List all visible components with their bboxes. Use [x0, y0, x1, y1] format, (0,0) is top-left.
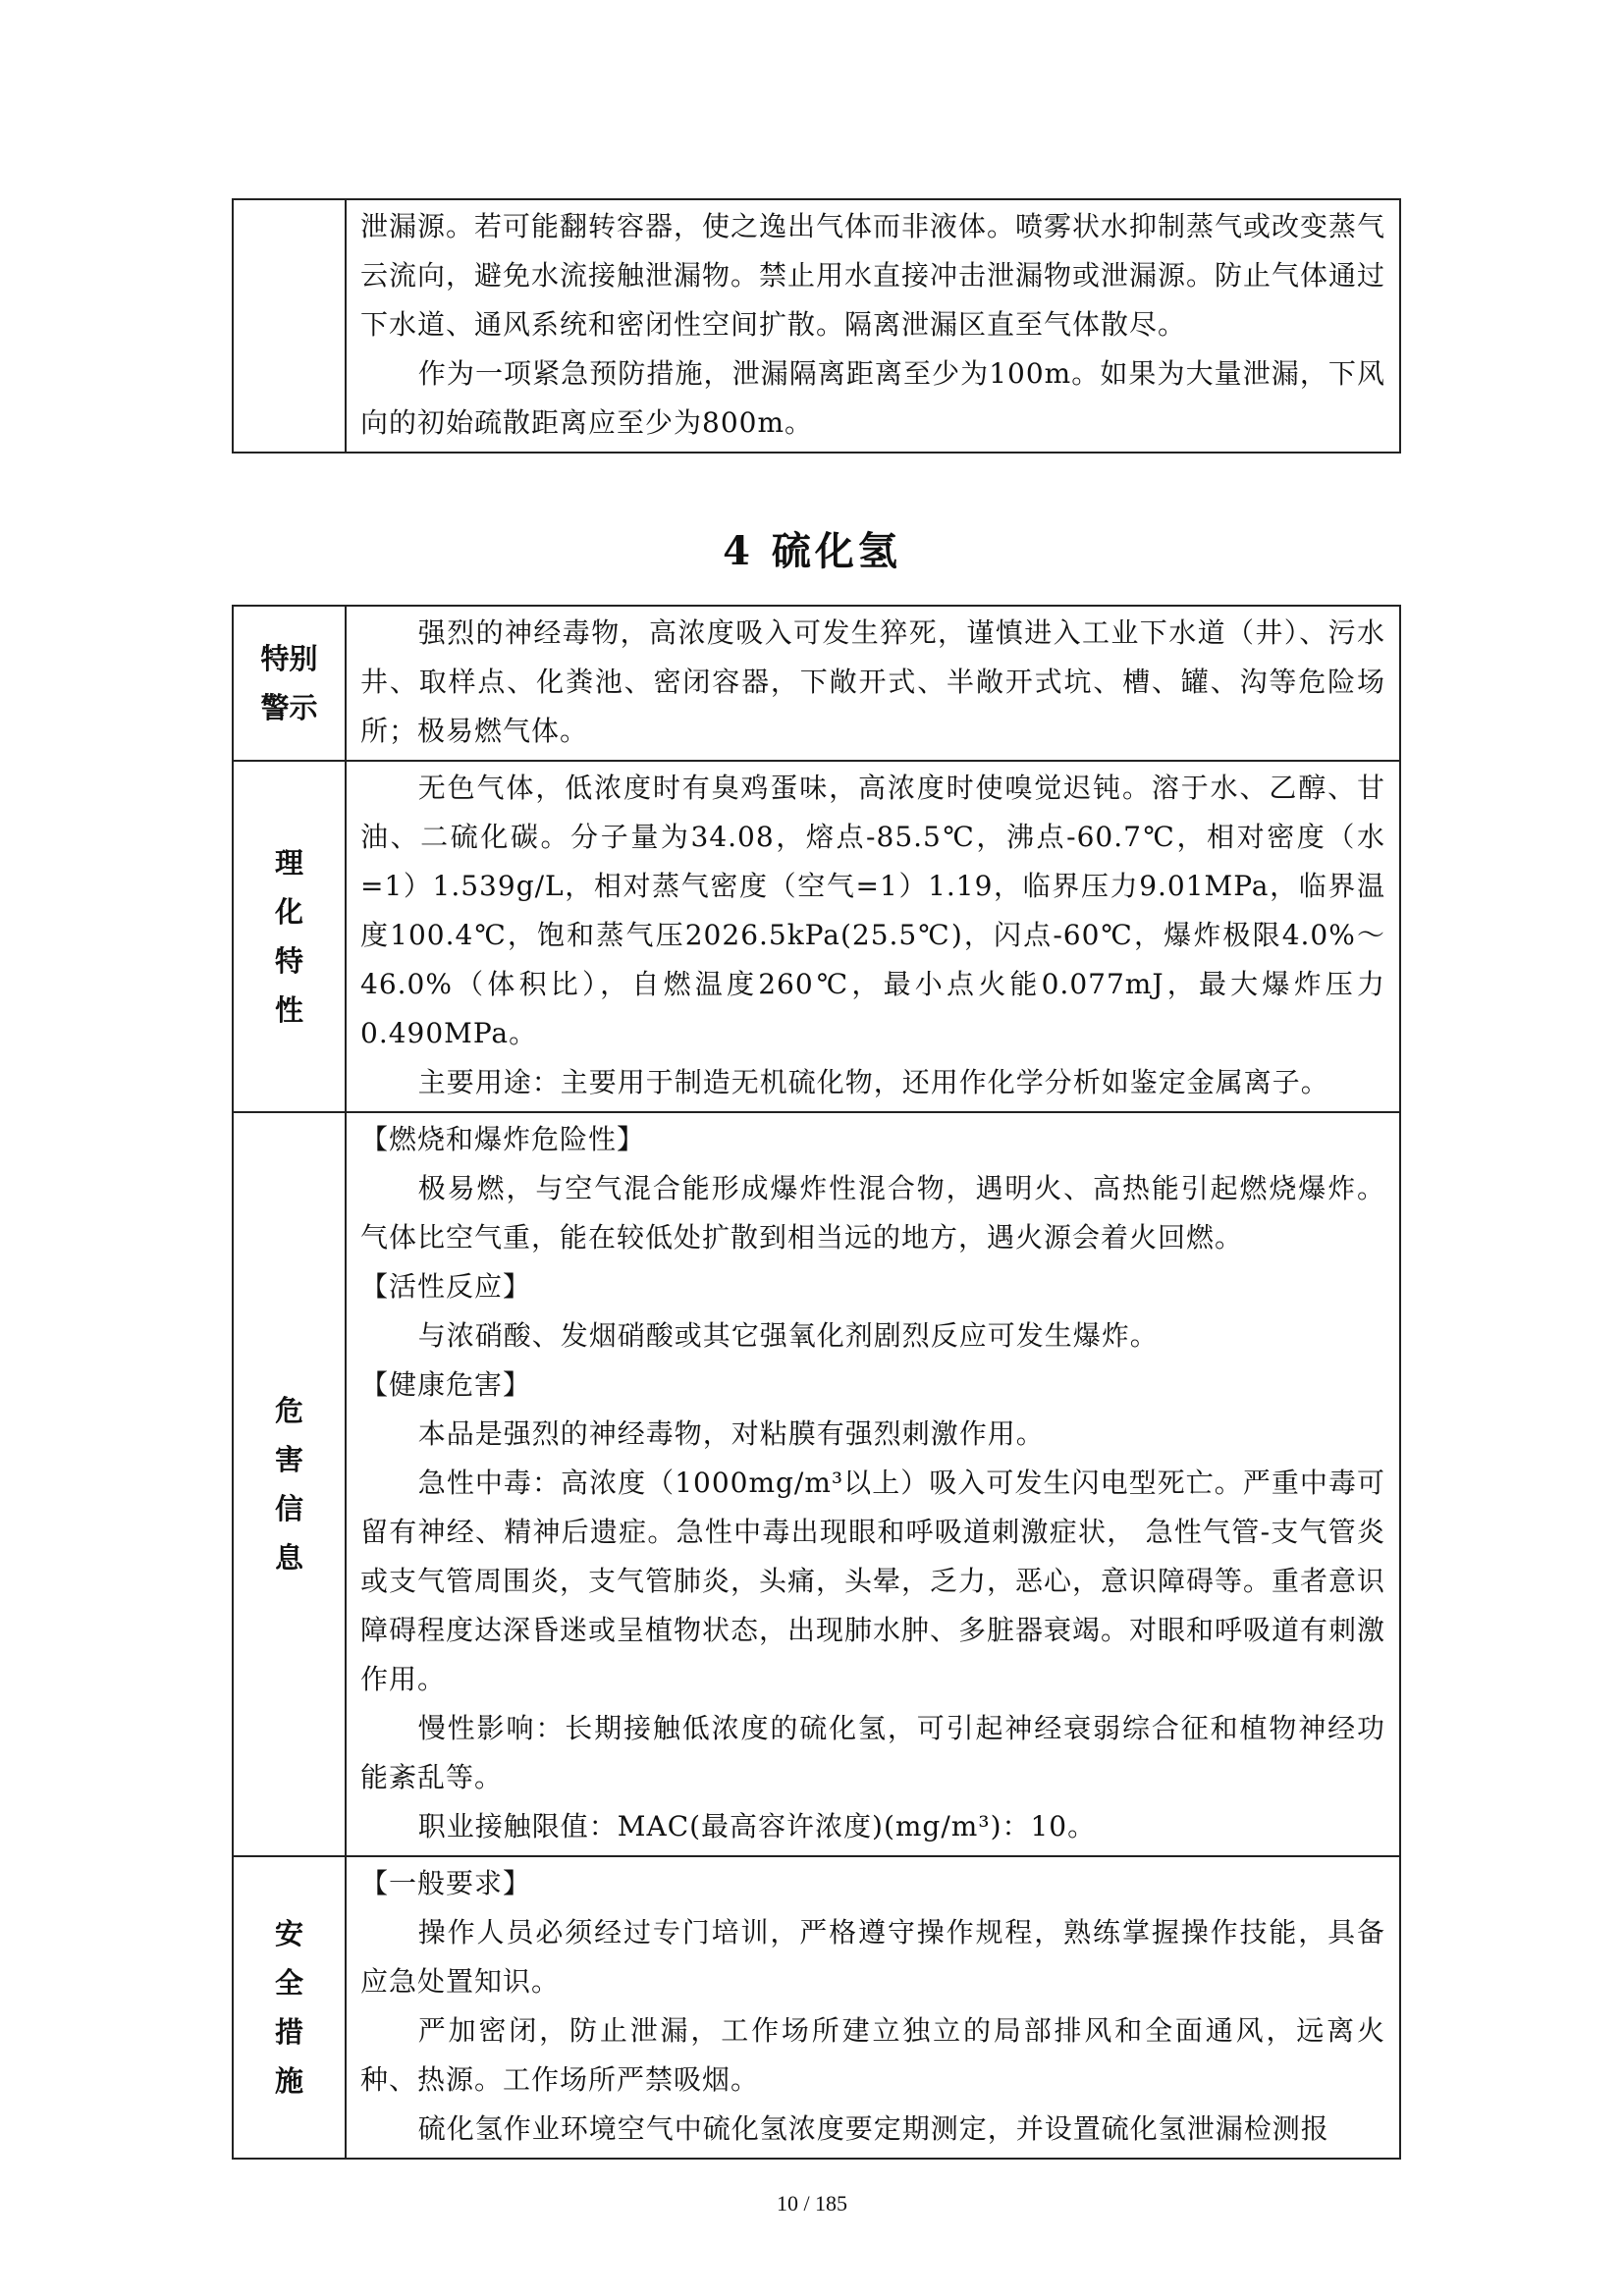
- table-row: [233, 606, 1400, 761]
- label-char: 化: [274, 895, 303, 929]
- label-char: 理: [274, 846, 303, 880]
- label-char: 全: [274, 1966, 303, 2000]
- row-content: [346, 606, 1400, 761]
- subheading: 【活性反应】: [360, 1270, 532, 1303]
- paragraph: 作为一项紧急预防措施，泄漏隔离距离至少为100m。如果为大量泄漏，下风向的初始疏散距离应至少为800m。: [360, 357, 1385, 439]
- table-row: [233, 199, 1400, 453]
- continued-table: [232, 198, 1401, 454]
- label-char: 特别: [260, 642, 318, 675]
- subheading: 【一般要求】: [360, 1867, 532, 1899]
- paragraph: 强烈的神经毒物，高浓度吸入可发生猝死，谨慎进入工业下水道（井）、污水井、取样点、化粪池、密闭容器，下敞开式、半敞开式坑、槽、罐、沟等危险场所；极易燃气体。: [360, 616, 1385, 747]
- row-label: [233, 1856, 346, 2159]
- label-char: 警示: [260, 691, 318, 724]
- row-content: [346, 199, 1400, 453]
- row-content: [346, 761, 1400, 1112]
- paragraph: 慢性影响：长期接触低浓度的硫化氢，可引起神经衰弱综合征和植物神经功能紊乱等。: [360, 1712, 1385, 1793]
- page-number: 10 / 185: [776, 2191, 848, 2216]
- row-content: [346, 1112, 1400, 1856]
- label-char: 信: [274, 1492, 303, 1525]
- table-row: [233, 1112, 1400, 1856]
- table-row: [233, 761, 1400, 1112]
- subheading: 【健康危害】: [360, 1368, 532, 1401]
- paragraph: 主要用途：主要用于制造无机硫化物，还用作化学分析如鉴定金属离子。: [417, 1066, 1329, 1098]
- table-row: [233, 1856, 1400, 2159]
- label-char: 危: [274, 1394, 303, 1427]
- paragraph: 硫化氢作业环境空气中硫化氢浓度要定期测定，并设置硫化氢泄漏检测报: [417, 2112, 1329, 2145]
- label-char: 害: [274, 1443, 303, 1476]
- label-char: 安: [274, 1917, 303, 1950]
- paragraph: 与浓硝酸、发烟硝酸或其它强氧化剂剧烈反应可发生爆炸。: [417, 1319, 1159, 1352]
- row-content: [346, 1856, 1400, 2159]
- paragraph: 本品是强烈的神经毒物，对粘膜有强烈刺激作用。: [417, 1417, 1045, 1450]
- label-char: 性: [274, 993, 303, 1027]
- paragraph: 泄漏源。若可能翻转容器，使之逸出气体而非液体。喷雾状水抑制蒸气或改变蒸气云流向，避免水流接触泄漏物。禁止用水直接冲击泄漏物或泄漏源。防止气体通过下水道、通风系统和密闭性空间扩散。隔离泄漏区直至气体散尽。: [360, 210, 1386, 341]
- row-label: [233, 606, 346, 761]
- section-title: 4 硫化氢: [723, 528, 901, 574]
- label-char: 息: [274, 1541, 303, 1575]
- paragraph: 极易燃，与空气混合能形成爆炸性混合物，遇明火、高热能引起燃烧爆炸。气体比空气重，能在较低处扩散到相当远的地方，遇火源会着火回燃。: [360, 1172, 1385, 1254]
- label-char: 特: [274, 944, 303, 978]
- paragraph: 无色气体，低浓度时有臭鸡蛋味，高浓度时使嗅觉迟钝。溶于水、乙醇、甘油、二硫化碳。分子量为34.08，熔点-85.5℃，沸点-60.7℃，相对密度（水=1）1.539g/L，相对蒸气密度（空气=1）1.19，临界压力9.01MPa，临界温度100.4℃，饱和蒸气压2026.5kPa(25.5℃)，闪点-60℃，爆炸极限4.0%～46.0%（体积比），自燃温度260℃，最小点火能0.077mJ，最大爆炸压力0.490MPa。: [360, 772, 1385, 1049]
- paragraph: 急性中毒：高浓度（1000mg/m³以上）吸入可发生闪电型死亡。严重中毒可留有神经、精神后遗症。急性中毒出现眼和呼吸道刺激症状， 急性气管-支气管炎或支气管周围炎，支气管肺炎，头痛，头晕，乏力，恶心，意识障碍等。重者意识障碍程度达深昏迷或呈植物状态，出现肺水肿、多脏器衰竭。对眼和呼吸道有刺激作用。: [360, 1467, 1386, 1695]
- row-label-empty: [233, 199, 346, 453]
- subheading: 【燃烧和爆炸危险性】: [360, 1123, 646, 1155]
- paragraph: 操作人员必须经过专门培训，严格遵守操作规程，熟练掌握操作技能，具备应急处置知识。: [360, 1916, 1385, 1998]
- paragraph: 严加密闭，防止泄漏，工作场所建立独立的局部排风和全面通风，远离火种、热源。工作场所严禁吸烟。: [360, 2014, 1385, 2096]
- label-char: 施: [274, 2064, 303, 2098]
- row-label: [233, 1112, 346, 1856]
- row-label: [233, 761, 346, 1112]
- label-char: 措: [274, 2015, 303, 2049]
- paragraph: 职业接触限值：MAC(最高容许浓度)(mg/m³)：10。: [417, 1810, 1097, 1842]
- safety-data-table: [232, 605, 1401, 2160]
